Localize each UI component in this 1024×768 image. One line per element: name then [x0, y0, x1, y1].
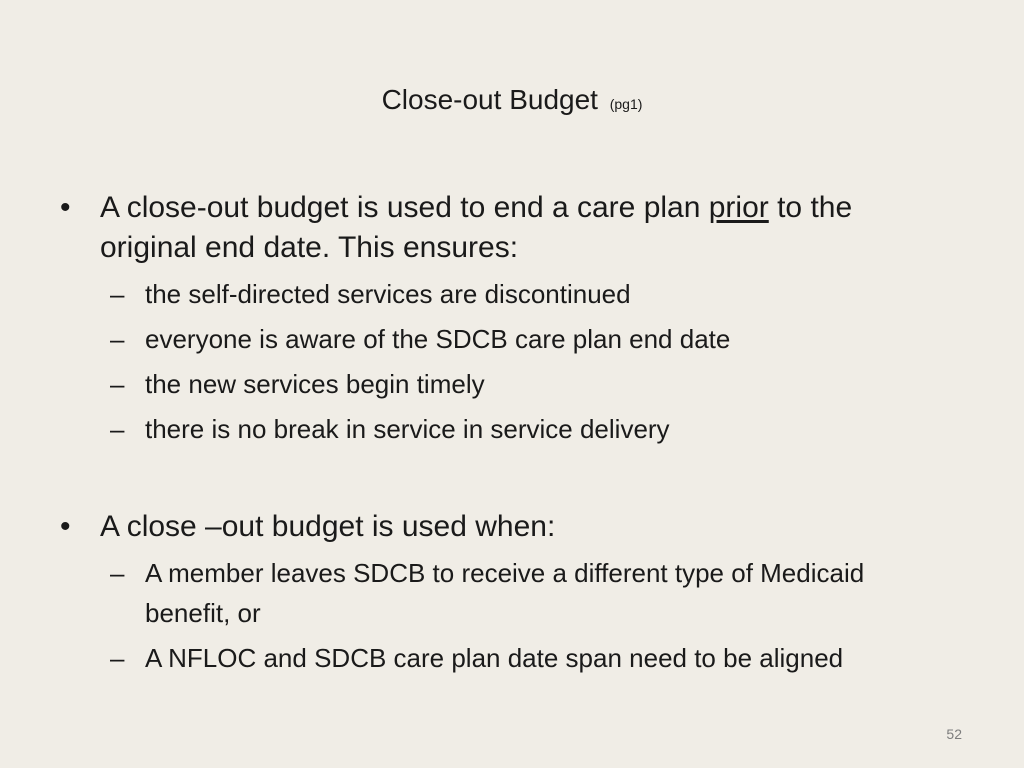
sub-item [110, 638, 960, 678]
sub-item-text: A member leaves SDCB to receive a different type of Medicaid benefit, or [145, 558, 865, 628]
slide-title-suffix: (pg1) [609, 96, 643, 112]
bullet-1-text-before: A close-out budget is used to end a care plan [100, 191, 709, 224]
page-number: 52 [946, 726, 962, 742]
bullet-2-text: A close –out budget is used when: [100, 510, 556, 543]
sub-item-marker: – [110, 558, 125, 588]
sub-item-text: A NFLOC and SDCB care plan date span need to be aligned [145, 643, 844, 673]
sub-item [110, 364, 960, 404]
bullet-1-text [100, 188, 930, 268]
sub-item-marker: – [110, 369, 125, 399]
slide-title [0, 82, 1024, 122]
bullet-2 [60, 507, 960, 683]
bullet-1-subitems [60, 274, 960, 449]
sub-item [110, 553, 960, 633]
sub-item [110, 274, 960, 314]
sub-item-marker: – [110, 643, 125, 673]
sub-item-text: everyone is aware of the SDCB care plan end date [145, 324, 731, 354]
sub-item-text: the new services begin timely [145, 369, 485, 399]
sub-item-text: the self-directed services are discontinued [145, 279, 631, 309]
bullet-2-subitems [60, 553, 960, 678]
bullet-1-text-underlined: prior [708, 191, 769, 224]
bullet-1 [60, 188, 960, 454]
bullet-marker: • [60, 510, 71, 543]
slide-title-main: Close-out Budget [381, 84, 598, 115]
sub-item [110, 409, 960, 449]
sub-item-marker: – [110, 324, 125, 354]
sub-item-marker: – [110, 279, 125, 309]
sub-item [110, 319, 960, 359]
bullet-1-text-after: to the original end date. This ensures: [100, 191, 853, 264]
sub-item-marker: – [110, 414, 125, 444]
sub-item-text: there is no break in service in service delivery [145, 414, 670, 444]
bullet-marker: • [60, 191, 71, 224]
